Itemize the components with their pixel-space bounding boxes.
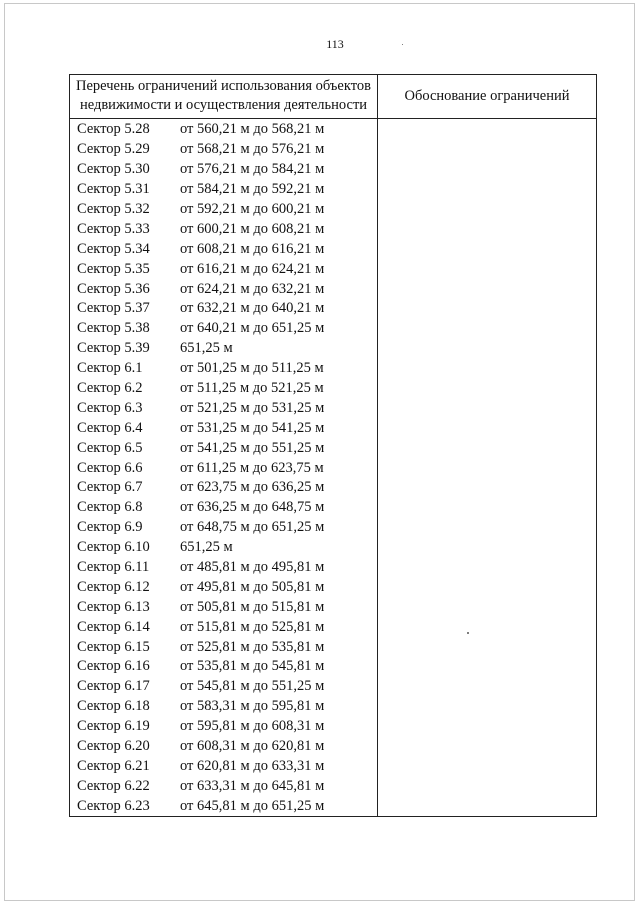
table-row xyxy=(70,757,377,777)
sector-range: от 611,25 м до 623,75 м xyxy=(180,459,324,476)
table-row xyxy=(70,299,377,319)
sector-range: от 648,75 м до 651,25 м xyxy=(180,519,325,536)
table-row xyxy=(70,418,377,438)
sector-name: Сектор 6.10 xyxy=(77,539,150,556)
table-row xyxy=(70,180,377,200)
sector-range: от 624,21 м до 632,21 м xyxy=(180,280,325,297)
sector-name: Сектор 6.23 xyxy=(77,797,150,814)
sector-range: от 560,21 м до 568,21 м xyxy=(180,121,325,138)
rows-column xyxy=(70,119,378,816)
table-row xyxy=(70,737,377,757)
sector-name: Сектор 6.3 xyxy=(77,399,143,416)
sector-name: Сектор 6.14 xyxy=(77,618,150,635)
sector-name: Сектор 5.35 xyxy=(77,260,150,277)
sector-name: Сектор 6.15 xyxy=(77,638,150,655)
table-row xyxy=(70,796,377,816)
sector-name: Сектор 6.20 xyxy=(77,738,150,755)
sector-range: от 541,25 м до 551,25 м xyxy=(180,439,325,456)
table-row xyxy=(70,398,377,418)
sector-name: Сектор 6.7 xyxy=(77,479,143,496)
table-row xyxy=(70,617,377,637)
sector-name: Сектор 5.29 xyxy=(77,141,150,158)
restrictions-table xyxy=(69,74,597,817)
sector-name: Сектор 6.19 xyxy=(77,718,150,735)
table-row xyxy=(70,438,377,458)
sector-name: Сектор 6.17 xyxy=(77,678,150,695)
sector-range: 651,25 м xyxy=(180,539,233,556)
scan-speck xyxy=(467,632,469,634)
sector-name: Сектор 6.9 xyxy=(77,519,143,536)
sector-range: от 521,25 м до 531,25 м xyxy=(180,399,325,416)
table-row xyxy=(70,498,377,518)
sector-name: Сектор 6.5 xyxy=(77,439,143,456)
sector-name: Сектор 6.11 xyxy=(77,559,150,576)
sector-name: Сектор 5.31 xyxy=(77,181,150,198)
sector-name: Сектор 6.18 xyxy=(77,698,150,715)
table-row xyxy=(70,637,377,657)
table-row xyxy=(70,697,377,717)
sector-range: от 501,25 м до 511,25 м xyxy=(180,360,324,377)
sector-range: от 636,25 м до 648,75 м xyxy=(180,499,325,516)
table-row xyxy=(70,657,377,677)
table-row xyxy=(70,219,377,239)
sector-range: от 623,75 м до 636,25 м xyxy=(180,479,325,496)
sector-name: Сектор 5.39 xyxy=(77,340,150,357)
sector-name: Сектор 5.38 xyxy=(77,320,150,337)
sector-name: Сектор 6.16 xyxy=(77,658,150,675)
sector-name: Сектор 6.12 xyxy=(77,578,150,595)
table-row xyxy=(70,518,377,538)
table-row xyxy=(70,597,377,617)
sector-range: от 608,21 м до 616,21 м xyxy=(180,240,325,257)
sector-name: Сектор 6.21 xyxy=(77,757,150,774)
table-row xyxy=(70,558,377,578)
sector-range: от 584,21 м до 592,21 м xyxy=(180,181,325,198)
table-body xyxy=(70,119,596,816)
table-row xyxy=(70,379,377,399)
table-row xyxy=(70,200,377,220)
table-row xyxy=(70,538,377,558)
sector-range: от 633,31 м до 645,81 м xyxy=(180,777,325,794)
sector-range: от 600,21 м до 608,21 м xyxy=(180,220,325,237)
table-row xyxy=(70,458,377,478)
sector-name: Сектор 5.28 xyxy=(77,121,150,138)
sector-range: от 535,81 м до 545,81 м xyxy=(180,658,325,675)
scan-speck xyxy=(402,44,403,45)
sector-name: Сектор 5.34 xyxy=(77,240,150,257)
sector-range: от 505,81 м до 515,81 м xyxy=(180,598,325,615)
sector-name: Сектор 6.2 xyxy=(77,380,143,397)
table-row xyxy=(70,677,377,697)
table-row xyxy=(70,140,377,160)
table-row xyxy=(70,279,377,299)
sector-name: Сектор 5.32 xyxy=(77,201,150,217)
sector-range: от 640,21 м до 651,25 м xyxy=(180,320,325,337)
sector-range: от 583,31 м до 595,81 м xyxy=(180,698,325,715)
page-number: 113 xyxy=(326,37,344,51)
sector-range: от 576,21 м до 584,21 м xyxy=(180,161,325,178)
sector-name: Сектор 5.36 xyxy=(77,280,150,297)
sector-name: Сектор 6.1 xyxy=(77,360,143,377)
sector-name: Сектор 6.8 xyxy=(77,499,143,516)
header-justification: Обоснование ограничений xyxy=(404,88,570,104)
table-row xyxy=(70,717,377,737)
sector-range: 651,25 м xyxy=(180,340,233,357)
sector-range: от 495,81 м до 505,81 м xyxy=(180,578,325,595)
table-row xyxy=(70,776,377,796)
sector-range: от 531,25 м до 541,25 м xyxy=(180,419,325,436)
table-row xyxy=(70,259,377,279)
table-row xyxy=(70,359,377,379)
sector-range: от 485,81 м до 495,81 м xyxy=(180,559,325,576)
sector-range: от 645,81 м до 651,25 м xyxy=(180,797,325,814)
sector-name: Сектор 5.33 xyxy=(77,220,150,237)
sector-range: от 515,81 м до 525,81 м xyxy=(180,618,325,635)
table-row xyxy=(70,478,377,498)
sector-range: от 545,81 м до 551,25 м xyxy=(180,678,325,695)
sector-name: Сектор 6.22 xyxy=(77,777,150,794)
sector-name: Сектор 6.13 xyxy=(77,598,150,615)
sector-range: от 568,21 м до 576,21 м xyxy=(180,141,325,158)
header-restrictions-list: Перечень ограничений использования объектов недвижимости и осуществления деятельности xyxy=(70,75,378,118)
table-row xyxy=(70,577,377,597)
sector-range: от 608,31 м до 620,81 м xyxy=(180,738,325,755)
table-row xyxy=(70,239,377,259)
sector-range: от 620,81 м до 633,31 м xyxy=(180,757,325,774)
table-header xyxy=(70,75,596,119)
justification-column xyxy=(378,119,596,816)
sector-name: Сектор 6.6 xyxy=(77,459,143,476)
sector-range: от 616,21 м до 624,21 м xyxy=(180,260,325,277)
sector-name: Сектор 6.4 xyxy=(77,419,143,436)
table-row xyxy=(70,339,377,359)
sector-range: от 511,25 м до 521,25 м xyxy=(180,380,324,397)
table-row xyxy=(70,120,377,140)
sector-range: от 595,81 м до 608,31 м xyxy=(180,718,325,735)
sector-range: от 525,81 м до 535,81 м xyxy=(180,638,325,655)
table-row xyxy=(70,160,377,180)
table-row xyxy=(70,319,377,339)
sector-range: от 632,21 м до 640,21 м xyxy=(180,300,325,317)
sector-name: Сектор 5.30 xyxy=(77,161,150,178)
sector-name: Сектор 5.37 xyxy=(77,300,150,317)
sector-range: от 592,21 м до 600,21 м xyxy=(180,201,325,217)
